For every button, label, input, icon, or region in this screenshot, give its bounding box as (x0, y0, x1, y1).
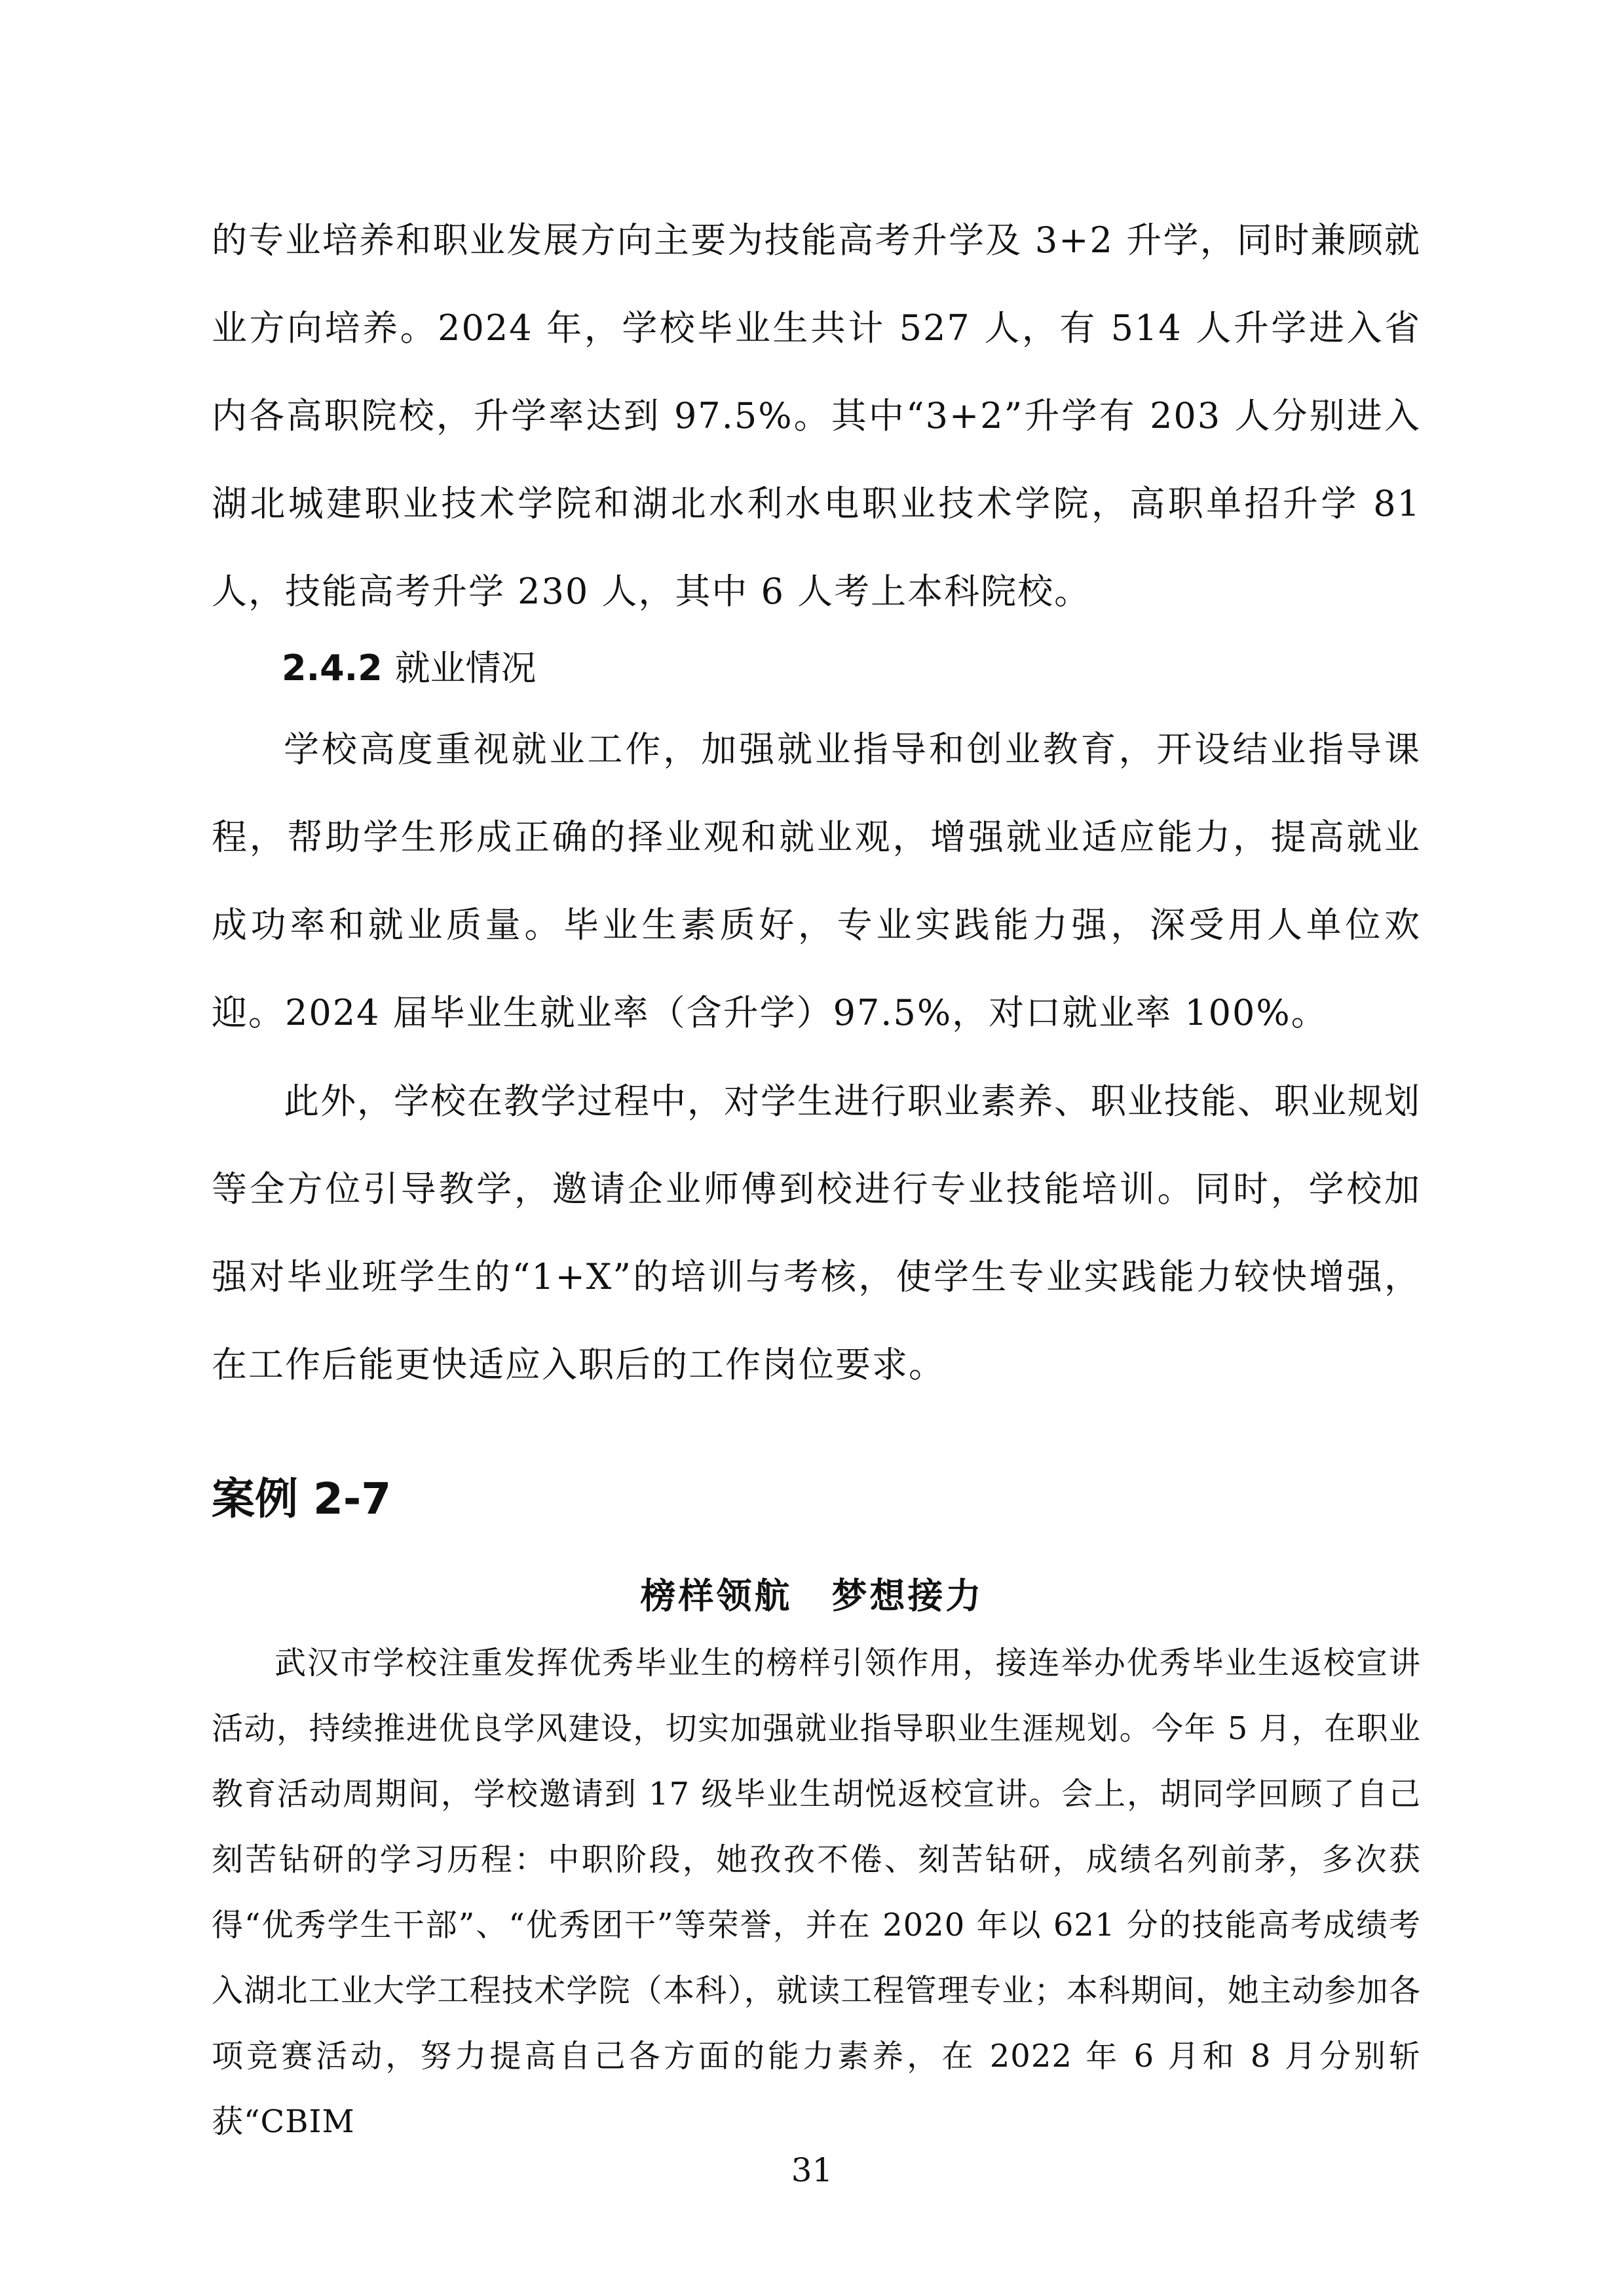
page-number: 31 (791, 2151, 833, 2189)
section-number: 2.4.2 (282, 647, 383, 689)
case-label (212, 1466, 391, 1532)
case-body-text: 武汉市学校注重发挥优秀毕业生的榜样引领作用，接连举办优秀毕业生返校宣讲活动，持续推进优良学风建设，切实加强就业指导职业生涯规划。今年 5 月，在职业教育活动周期间，学校邀请到 17 级毕业生胡悦返校宣讲。会上，胡同学回顾了自己刻苦钻研的学习历程：中职阶段，她孜孜不倦、刻苦钻研，成绩名列前茅，多次获得“优秀学生干部”、“优秀团干”等荣誉，并在 2020 年以 621 分的技能高考成绩考入湖北工业大学工程技术学院（本科），就读工程管理专业；本科期间，她主动参加各项竞赛活动，努力提高自己各方面的能力素养，在 2022 年 6 月和 8 月分别斩获“CBIM (212, 1645, 1421, 2140)
section-title: 就业情况 (394, 647, 537, 689)
case-number: 2-7 (312, 1474, 392, 1524)
case-heading-part2: 梦想接力 (831, 1575, 984, 1617)
paragraph-training: 此外，学校在教学过程中，对学生进行职业素养、职业技能、职业规划等全方位引导教学，邀请企业师傅到校进行专业技能培训。同时，学校加强对毕业班学生的“1+X”的培训与考核，使学生专业实践能力较快增强，在工作后能更快适应入职后的工作岗位要求。 (212, 1081, 1421, 1385)
section-heading (282, 639, 537, 698)
case-heading (0, 1566, 1624, 1625)
paragraph-further-study: 的专业培养和职业发展方向主要为技能高考升学及 3+2 升学，同时兼顾就业方向培养。2024 年，学校毕业生共计 527 人，有 514 人升学进入省内各高职院校，升学率达到 97.5%。其中“3+2”升学有 203 人分别进入湖北城建职业技术学院和湖北水利水电职业技术学院，高职单招升学 81 人，技能高考升学 230 人，其中 6 人考上本科院校。 (212, 220, 1421, 612)
case-label-text: 案例 (212, 1474, 298, 1524)
case-heading-part1: 榜样领航 (640, 1575, 793, 1617)
paragraph-employment: 学校高度重视就业工作，加强就业指导和创业教育，开设结业指导课程，帮助学生形成正确的择业观和就业观，增强就业适应能力，提高就业成功率和就业质量。毕业生素质好，专业实践能力强，深受用人单位欢迎。2024 届毕业生就业率（含升学）97.5%，对口就业率 100%。 (212, 729, 1421, 1033)
